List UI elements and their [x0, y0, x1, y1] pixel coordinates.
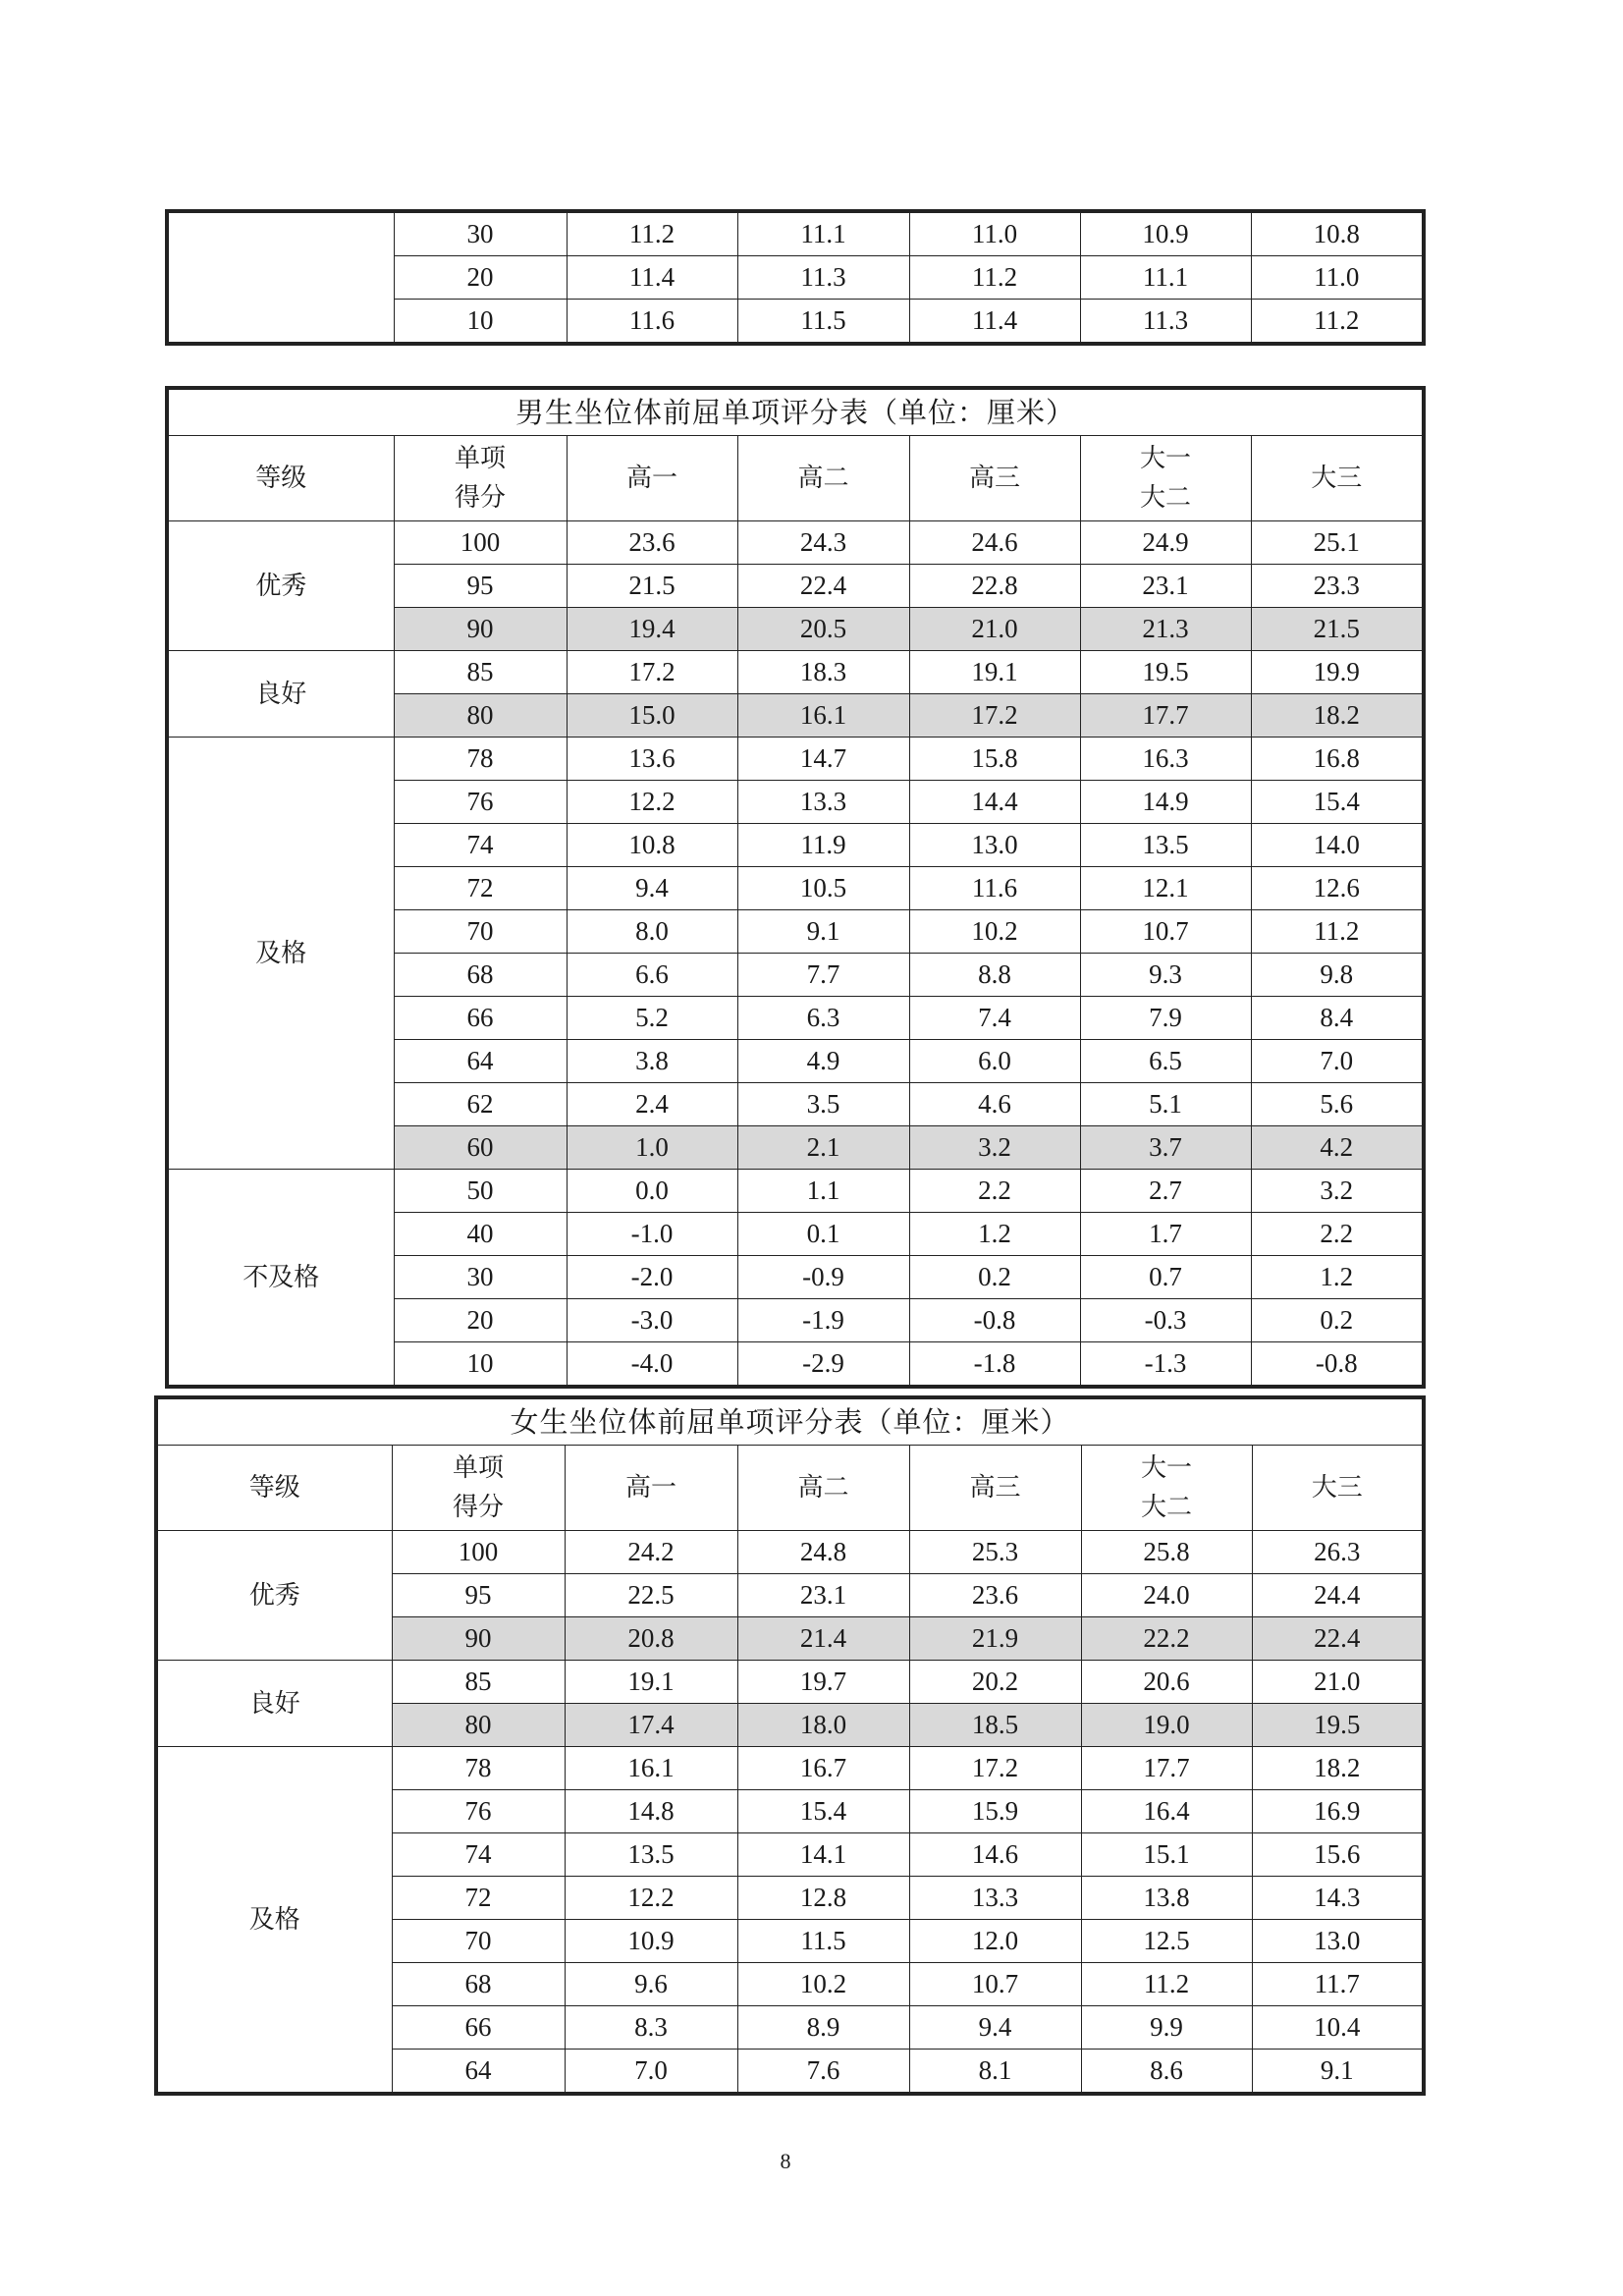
value-cell: 4.6 — [909, 1083, 1080, 1126]
value-cell: 18.3 — [737, 651, 909, 694]
table-row — [156, 1531, 1424, 1574]
score-cell: 80 — [392, 1704, 565, 1747]
score-cell: 78 — [392, 1747, 565, 1790]
value-cell: 1.2 — [1251, 1256, 1424, 1299]
value-cell: 11.6 — [909, 867, 1080, 910]
value-cell: 10.8 — [1251, 211, 1424, 256]
value-cell: 13.3 — [737, 781, 909, 824]
value-cell: 16.8 — [1251, 738, 1424, 781]
value-cell: 0.7 — [1080, 1256, 1251, 1299]
value-cell: 25.3 — [909, 1531, 1081, 1574]
score-cell: 76 — [394, 781, 567, 824]
value-cell: 18.0 — [737, 1704, 909, 1747]
value-cell: 23.6 — [567, 521, 737, 565]
table-row — [167, 211, 1424, 256]
value-cell: -4.0 — [567, 1342, 737, 1388]
score-cell: 90 — [392, 1617, 565, 1661]
value-cell: 11.2 — [1081, 1963, 1252, 2006]
value-cell: -1.9 — [737, 1299, 909, 1342]
value-cell: 1.1 — [737, 1170, 909, 1213]
value-cell: 1.0 — [567, 1126, 737, 1170]
value-cell: 12.0 — [909, 1920, 1081, 1963]
value-cell: 20.5 — [737, 608, 909, 651]
value-cell: 15.4 — [737, 1790, 909, 1833]
value-cell: 12.2 — [565, 1877, 737, 1920]
value-cell: 2.1 — [737, 1126, 909, 1170]
score-cell: 100 — [394, 521, 567, 565]
value-cell: 11.3 — [1080, 300, 1251, 345]
grade-level-cell: 不及格 — [167, 1170, 394, 1388]
value-cell: 17.2 — [909, 694, 1080, 738]
value-cell: 26.3 — [1252, 1531, 1424, 1574]
value-cell: 10.4 — [1252, 2006, 1424, 2050]
value-cell: 19.5 — [1252, 1704, 1424, 1747]
value-cell: -0.9 — [737, 1256, 909, 1299]
value-cell: 21.0 — [1252, 1661, 1424, 1704]
value-cell: -0.8 — [909, 1299, 1080, 1342]
header-school-year: 高一 — [565, 1446, 737, 1531]
score-cell: 72 — [394, 867, 567, 910]
value-cell: 15.1 — [1081, 1833, 1252, 1877]
value-cell: 15.8 — [909, 738, 1080, 781]
value-cell: 14.6 — [909, 1833, 1081, 1877]
value-cell: 7.4 — [909, 997, 1080, 1040]
score-cell: 64 — [392, 2050, 565, 2095]
value-cell: 21.4 — [737, 1617, 909, 1661]
value-cell: 14.9 — [1080, 781, 1251, 824]
header-school-year: 大三 — [1251, 436, 1424, 521]
value-cell: 16.1 — [565, 1747, 737, 1790]
value-cell: 3.2 — [1251, 1170, 1424, 1213]
value-cell: 16.3 — [1080, 738, 1251, 781]
header-grade: 等级 — [156, 1446, 392, 1531]
value-cell: 11.2 — [567, 211, 737, 256]
score-cell: 100 — [392, 1531, 565, 1574]
score-cell: 72 — [392, 1877, 565, 1920]
header-school-year: 大一 大二 — [1080, 436, 1251, 521]
value-cell: 7.9 — [1080, 997, 1251, 1040]
grade-level-cell — [167, 211, 394, 344]
header-grade: 等级 — [167, 436, 394, 521]
score-cell: 74 — [392, 1833, 565, 1877]
value-cell: 18.2 — [1252, 1747, 1424, 1790]
value-cell: 9.3 — [1080, 954, 1251, 997]
score-cell: 66 — [392, 2006, 565, 2050]
value-cell: 11.5 — [737, 300, 909, 345]
value-cell: 5.6 — [1251, 1083, 1424, 1126]
score-cell: 64 — [394, 1040, 567, 1083]
value-cell: 9.6 — [565, 1963, 737, 2006]
value-cell: 25.8 — [1081, 1531, 1252, 1574]
table-title: 女生坐位体前屈单项评分表（单位：厘米） — [156, 1397, 1424, 1446]
value-cell: 5.2 — [567, 997, 737, 1040]
grade-level-cell: 良好 — [156, 1661, 392, 1747]
score-cell: 70 — [394, 910, 567, 954]
value-cell: 2.4 — [567, 1083, 737, 1126]
score-cell: 74 — [394, 824, 567, 867]
value-cell: 14.0 — [1251, 824, 1424, 867]
value-cell: 7.6 — [737, 2050, 909, 2095]
score-cell: 68 — [394, 954, 567, 997]
value-cell: 24.3 — [737, 521, 909, 565]
value-cell: 8.8 — [909, 954, 1080, 997]
value-cell: 0.0 — [567, 1170, 737, 1213]
header-school-year: 大一 大二 — [1081, 1446, 1252, 1531]
value-cell: 19.4 — [567, 608, 737, 651]
value-cell: 9.9 — [1081, 2006, 1252, 2050]
value-cell: 13.5 — [1080, 824, 1251, 867]
page-number: 8 — [780, 2149, 791, 2173]
value-cell: 22.2 — [1081, 1617, 1252, 1661]
value-cell: 24.2 — [565, 1531, 737, 1574]
value-cell: -3.0 — [567, 1299, 737, 1342]
value-cell: 10.8 — [567, 824, 737, 867]
value-cell: 12.5 — [1081, 1920, 1252, 1963]
value-cell: 6.3 — [737, 997, 909, 1040]
value-cell: 8.6 — [1081, 2050, 1252, 2095]
value-cell: 21.9 — [909, 1617, 1081, 1661]
value-cell: 11.3 — [737, 256, 909, 300]
value-cell: 6.0 — [909, 1040, 1080, 1083]
value-cell: 15.0 — [567, 694, 737, 738]
value-cell: -0.3 — [1080, 1299, 1251, 1342]
header-row — [156, 1446, 1424, 1531]
score-cell: 70 — [392, 1920, 565, 1963]
value-cell: -2.9 — [737, 1342, 909, 1388]
header-school-year: 高二 — [737, 436, 909, 521]
value-cell: 20.6 — [1081, 1661, 1252, 1704]
score-cell: 76 — [392, 1790, 565, 1833]
value-cell: 11.2 — [1251, 910, 1424, 954]
value-cell: 4.2 — [1251, 1126, 1424, 1170]
value-cell: 3.5 — [737, 1083, 909, 1126]
score-cell: 68 — [392, 1963, 565, 2006]
score-cell: 60 — [394, 1126, 567, 1170]
value-cell: 20.8 — [565, 1617, 737, 1661]
value-cell: 22.8 — [909, 565, 1080, 608]
value-cell: 2.7 — [1080, 1170, 1251, 1213]
value-cell: 9.8 — [1251, 954, 1424, 997]
value-cell: 23.6 — [909, 1574, 1081, 1617]
value-cell: -0.8 — [1251, 1342, 1424, 1388]
value-cell: 12.6 — [1251, 867, 1424, 910]
value-cell: 15.9 — [909, 1790, 1081, 1833]
header-school-year: 高三 — [909, 436, 1080, 521]
value-cell: 11.9 — [737, 824, 909, 867]
value-cell: 2.2 — [1251, 1213, 1424, 1256]
value-cell: -1.8 — [909, 1342, 1080, 1388]
header-score: 单项 得分 — [392, 1446, 565, 1531]
value-cell: 16.9 — [1252, 1790, 1424, 1833]
score-cell: 78 — [394, 738, 567, 781]
value-cell: 18.5 — [909, 1704, 1081, 1747]
grade-level-cell: 优秀 — [167, 521, 394, 651]
value-cell: 17.4 — [565, 1704, 737, 1747]
value-cell: 18.2 — [1251, 694, 1424, 738]
value-cell: 10.7 — [909, 1963, 1081, 2006]
value-cell: 11.0 — [909, 211, 1080, 256]
value-cell: 13.3 — [909, 1877, 1081, 1920]
value-cell: 16.4 — [1081, 1790, 1252, 1833]
value-cell: 9.4 — [909, 2006, 1081, 2050]
header-school-year: 大三 — [1252, 1446, 1424, 1531]
value-cell: 16.7 — [737, 1747, 909, 1790]
score-cell: 10 — [394, 1342, 567, 1388]
value-cell: 8.9 — [737, 2006, 909, 2050]
score-cell: 85 — [394, 651, 567, 694]
value-cell: 9.1 — [737, 910, 909, 954]
value-cell: 23.1 — [1080, 565, 1251, 608]
value-cell: 13.6 — [567, 738, 737, 781]
value-cell: 9.1 — [1252, 2050, 1424, 2095]
value-cell: 14.3 — [1252, 1877, 1424, 1920]
value-cell: 11.6 — [567, 300, 737, 345]
score-cell: 50 — [394, 1170, 567, 1213]
value-cell: 13.5 — [565, 1833, 737, 1877]
value-cell: 19.1 — [565, 1661, 737, 1704]
value-cell: 7.0 — [565, 2050, 737, 2095]
value-cell: 10.7 — [1080, 910, 1251, 954]
value-cell: 3.7 — [1080, 1126, 1251, 1170]
value-cell: 12.8 — [737, 1877, 909, 1920]
score-cell: 62 — [394, 1083, 567, 1126]
value-cell: 24.6 — [909, 521, 1080, 565]
value-cell: 12.1 — [1080, 867, 1251, 910]
value-cell: 3.8 — [567, 1040, 737, 1083]
value-cell: 15.6 — [1252, 1833, 1424, 1877]
value-cell: 22.5 — [565, 1574, 737, 1617]
value-cell: 11.5 — [737, 1920, 909, 1963]
value-cell: 11.4 — [909, 300, 1080, 345]
value-cell: 0.2 — [909, 1256, 1080, 1299]
value-cell: 11.1 — [737, 211, 909, 256]
value-cell: 13.0 — [909, 824, 1080, 867]
value-cell: 23.3 — [1251, 565, 1424, 608]
score-cell: 20 — [394, 1299, 567, 1342]
value-cell: 14.8 — [565, 1790, 737, 1833]
value-cell: 10.5 — [737, 867, 909, 910]
value-cell: 3.2 — [909, 1126, 1080, 1170]
value-cell: 5.1 — [1080, 1083, 1251, 1126]
header-school-year: 高二 — [737, 1446, 909, 1531]
value-cell: 24.9 — [1080, 521, 1251, 565]
header-school-year: 高三 — [909, 1446, 1081, 1531]
value-cell: 10.2 — [737, 1963, 909, 2006]
score-cell: 90 — [394, 608, 567, 651]
value-cell: 11.2 — [909, 256, 1080, 300]
value-cell: 21.5 — [567, 565, 737, 608]
value-cell: 11.2 — [1251, 300, 1424, 345]
value-cell: 20.2 — [909, 1661, 1081, 1704]
score-cell: 80 — [394, 694, 567, 738]
value-cell: 22.4 — [737, 565, 909, 608]
value-cell: 7.7 — [737, 954, 909, 997]
value-cell: 10.9 — [565, 1920, 737, 1963]
value-cell: 17.7 — [1081, 1747, 1252, 1790]
value-cell: 4.9 — [737, 1040, 909, 1083]
value-cell: 2.2 — [909, 1170, 1080, 1213]
value-cell: 1.2 — [909, 1213, 1080, 1256]
value-cell: 8.3 — [565, 2006, 737, 2050]
value-cell: 11.1 — [1080, 256, 1251, 300]
value-cell: 6.6 — [567, 954, 737, 997]
grade-level-cell: 优秀 — [156, 1531, 392, 1661]
value-cell: 6.5 — [1080, 1040, 1251, 1083]
value-cell: 16.1 — [737, 694, 909, 738]
value-cell: 19.0 — [1081, 1704, 1252, 1747]
header-row — [167, 436, 1424, 521]
value-cell: 9.4 — [567, 867, 737, 910]
table-row — [167, 1170, 1424, 1213]
value-cell: 14.4 — [909, 781, 1080, 824]
value-cell: 24.8 — [737, 1531, 909, 1574]
value-cell: 22.4 — [1252, 1617, 1424, 1661]
header-score: 单项 得分 — [394, 436, 567, 521]
score-cell: 10 — [394, 300, 567, 345]
value-cell: 0.1 — [737, 1213, 909, 1256]
score-cell: 95 — [394, 565, 567, 608]
male-sit-and-reach-table — [165, 386, 1426, 1389]
score-cell: 30 — [394, 211, 567, 256]
value-cell: -2.0 — [567, 1256, 737, 1299]
table-row — [167, 651, 1424, 694]
score-cell: 95 — [392, 1574, 565, 1617]
value-cell: 8.1 — [909, 2050, 1081, 2095]
grade-level-cell: 及格 — [167, 738, 394, 1170]
value-cell: 13.0 — [1252, 1920, 1424, 1963]
value-cell: -1.3 — [1080, 1342, 1251, 1388]
grade-level-cell: 及格 — [156, 1747, 392, 2095]
value-cell: 23.1 — [737, 1574, 909, 1617]
value-cell: 17.7 — [1080, 694, 1251, 738]
score-cell: 40 — [394, 1213, 567, 1256]
value-cell: 19.5 — [1080, 651, 1251, 694]
value-cell: 21.3 — [1080, 608, 1251, 651]
score-cell: 66 — [394, 997, 567, 1040]
value-cell: 13.8 — [1081, 1877, 1252, 1920]
value-cell: 15.4 — [1251, 781, 1424, 824]
value-cell: 12.2 — [567, 781, 737, 824]
table-row — [156, 1661, 1424, 1704]
value-cell: 14.1 — [737, 1833, 909, 1877]
value-cell: 11.4 — [567, 256, 737, 300]
table-title: 男生坐位体前屈单项评分表（单位：厘米） — [167, 388, 1424, 436]
grade-level-cell: 良好 — [167, 651, 394, 738]
table-row — [156, 1747, 1424, 1790]
table-row — [167, 738, 1424, 781]
value-cell: 17.2 — [909, 1747, 1081, 1790]
value-cell: 24.4 — [1252, 1574, 1424, 1617]
value-cell: 11.7 — [1252, 1963, 1424, 2006]
score-cell: 30 — [394, 1256, 567, 1299]
value-cell: 14.7 — [737, 738, 909, 781]
value-cell: 19.9 — [1251, 651, 1424, 694]
header-school-year: 高一 — [567, 436, 737, 521]
value-cell: 1.7 — [1080, 1213, 1251, 1256]
value-cell: 11.0 — [1251, 256, 1424, 300]
continued-score-table — [165, 209, 1426, 346]
value-cell: -1.0 — [567, 1213, 737, 1256]
value-cell: 8.0 — [567, 910, 737, 954]
value-cell: 19.1 — [909, 651, 1080, 694]
value-cell: 7.0 — [1251, 1040, 1424, 1083]
value-cell: 21.0 — [909, 608, 1080, 651]
value-cell: 0.2 — [1251, 1299, 1424, 1342]
value-cell: 19.7 — [737, 1661, 909, 1704]
female-sit-and-reach-table — [154, 1395, 1426, 2096]
value-cell: 10.2 — [909, 910, 1080, 954]
score-cell: 85 — [392, 1661, 565, 1704]
value-cell: 17.2 — [567, 651, 737, 694]
score-cell: 20 — [394, 256, 567, 300]
value-cell: 8.4 — [1251, 997, 1424, 1040]
value-cell: 21.5 — [1251, 608, 1424, 651]
table-row — [167, 521, 1424, 565]
value-cell: 24.0 — [1081, 1574, 1252, 1617]
value-cell: 10.9 — [1080, 211, 1251, 256]
value-cell: 25.1 — [1251, 521, 1424, 565]
